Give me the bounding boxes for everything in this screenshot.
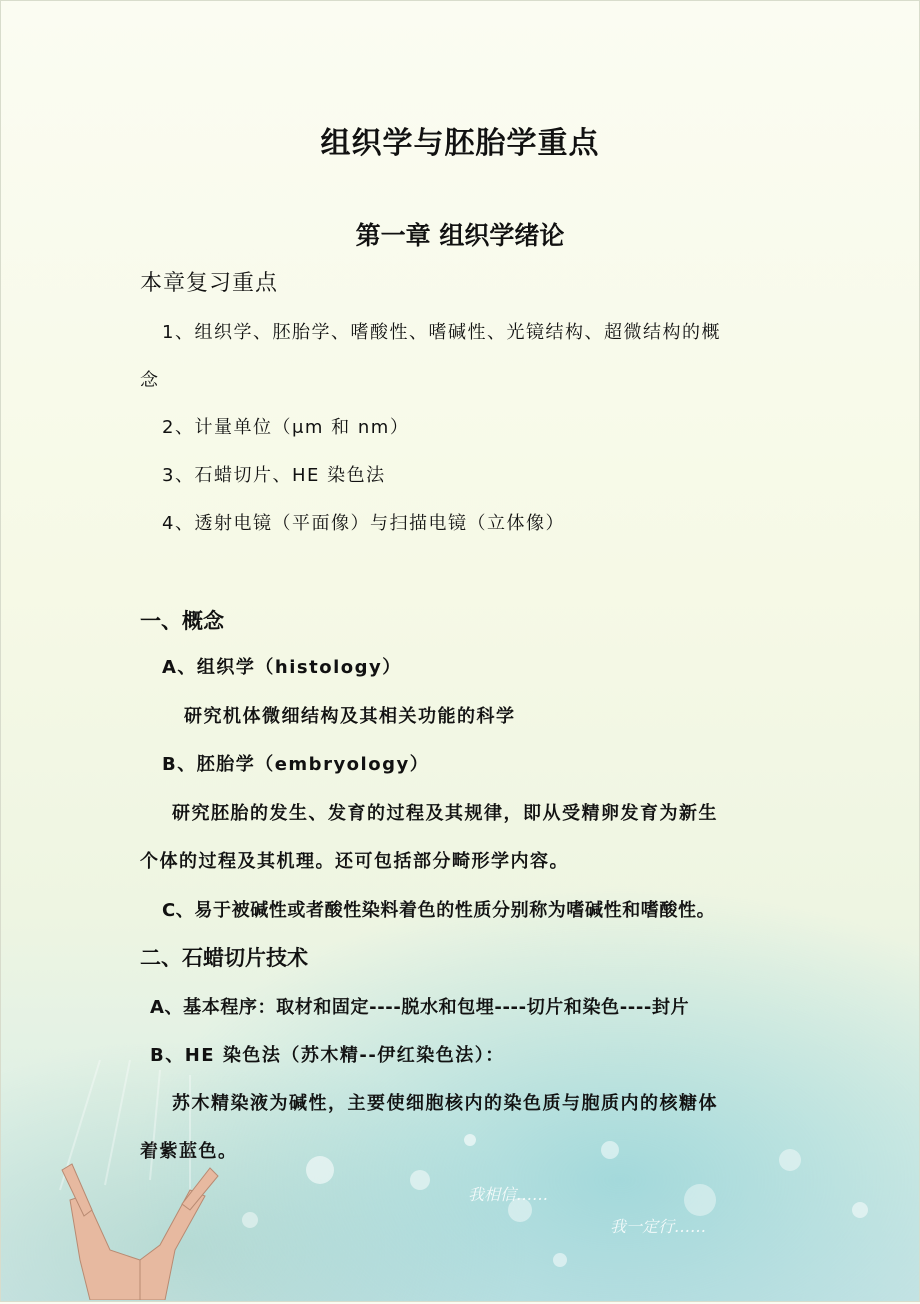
bokeh-lights	[242, 1134, 868, 1267]
section-2-line: A、基本程序：取材和固定----脱水和包埋----切片和染色----封片	[150, 997, 690, 1018]
review-point-4: 4、透射电镜（平面像）与扫描电镜（立体像）	[162, 513, 565, 534]
section-1-line: 研究胚胎的发生、发育的过程及其规律，即从受精卵发育为新生	[172, 803, 718, 824]
section-2-line: B、HE 染色法（苏木精--伊红染色法）：	[150, 1045, 505, 1066]
section-1-line: C、易于被碱性或者酸性染料着色的性质分别称为嗜碱性和嗜酸性。	[162, 900, 716, 921]
section-2-heading: 二、石蜡切片技术	[140, 946, 308, 970]
decor-caption-2: 我一定行……	[610, 1217, 707, 1236]
chapter-heading: 第一章 组织学绪论	[355, 221, 565, 250]
light-rays	[60, 1060, 190, 1190]
section-1-line: 个体的过程及其机理。还可包括部分畸形学内容。	[140, 851, 569, 872]
review-heading: 本章复习重点	[140, 271, 279, 296]
section-1-line: 研究机体微细结构及其相关功能的科学	[184, 706, 516, 727]
review-point-1: 1、组织学、胚胎学、嗜酸性、嗜碱性、光镜结构、超微结构的概	[162, 322, 721, 343]
section-1-heading: 一、概念	[140, 609, 224, 633]
decor-caption-1: 我相信……	[468, 1185, 549, 1204]
hands-illustration	[62, 1164, 218, 1300]
review-point-1-continued: 念	[140, 370, 160, 391]
section-2-line: 着紫蓝色。	[140, 1141, 238, 1162]
review-point-2: 2、计量单位（μm 和 nm）	[162, 417, 410, 438]
section-2-line: 苏木精染液为碱性，主要使细胞核内的染色质与胞质内的核糖体	[172, 1093, 718, 1114]
section-1-line: B、胚胎学（embryology）	[162, 754, 430, 775]
document-title: 组织学与胚胎学重点	[320, 126, 600, 161]
section-1-line: A、组织学（histology）	[162, 657, 402, 678]
decorative-background	[0, 1060, 920, 1300]
review-point-3: 3、石蜡切片、HE 染色法	[162, 465, 386, 486]
